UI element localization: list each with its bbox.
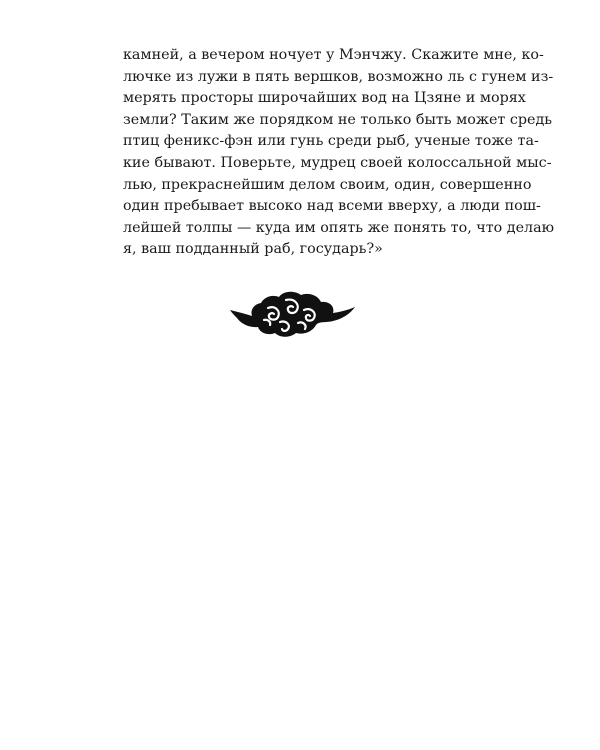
body-paragraph xyxy=(123,45,555,261)
text-line: мерять просторы широчайших вод на Цзяне и морях xyxy=(123,90,526,107)
cloud-ornament-icon xyxy=(228,290,356,340)
text-line: лейшей толпы — куда им опять же понять то, что делаю xyxy=(123,219,555,236)
text-line: птиц феникс-фэн или гунь среди рыб, ученые тоже та- xyxy=(123,133,539,150)
text-line: лючке из лужи в пять вершков, возможно ль с гунем из- xyxy=(123,68,554,85)
text-line: один пребывает высоко над всеми вверху, а люди пош- xyxy=(123,198,541,215)
text-line: лью, прекраснейшим делом своим, один, совершенно xyxy=(123,176,532,193)
text-line: кие бывают. Поверьте, мудрец своей колоссальной мыс- xyxy=(123,154,552,171)
text-line: земли? Таким же порядком не только быть может средь xyxy=(123,111,553,128)
text-line: я, ваш подданный раб, государь?» xyxy=(123,241,383,258)
text-line: камней, а вечером ночует у Мэнчжу. Скажите мне, ко- xyxy=(123,47,544,63)
